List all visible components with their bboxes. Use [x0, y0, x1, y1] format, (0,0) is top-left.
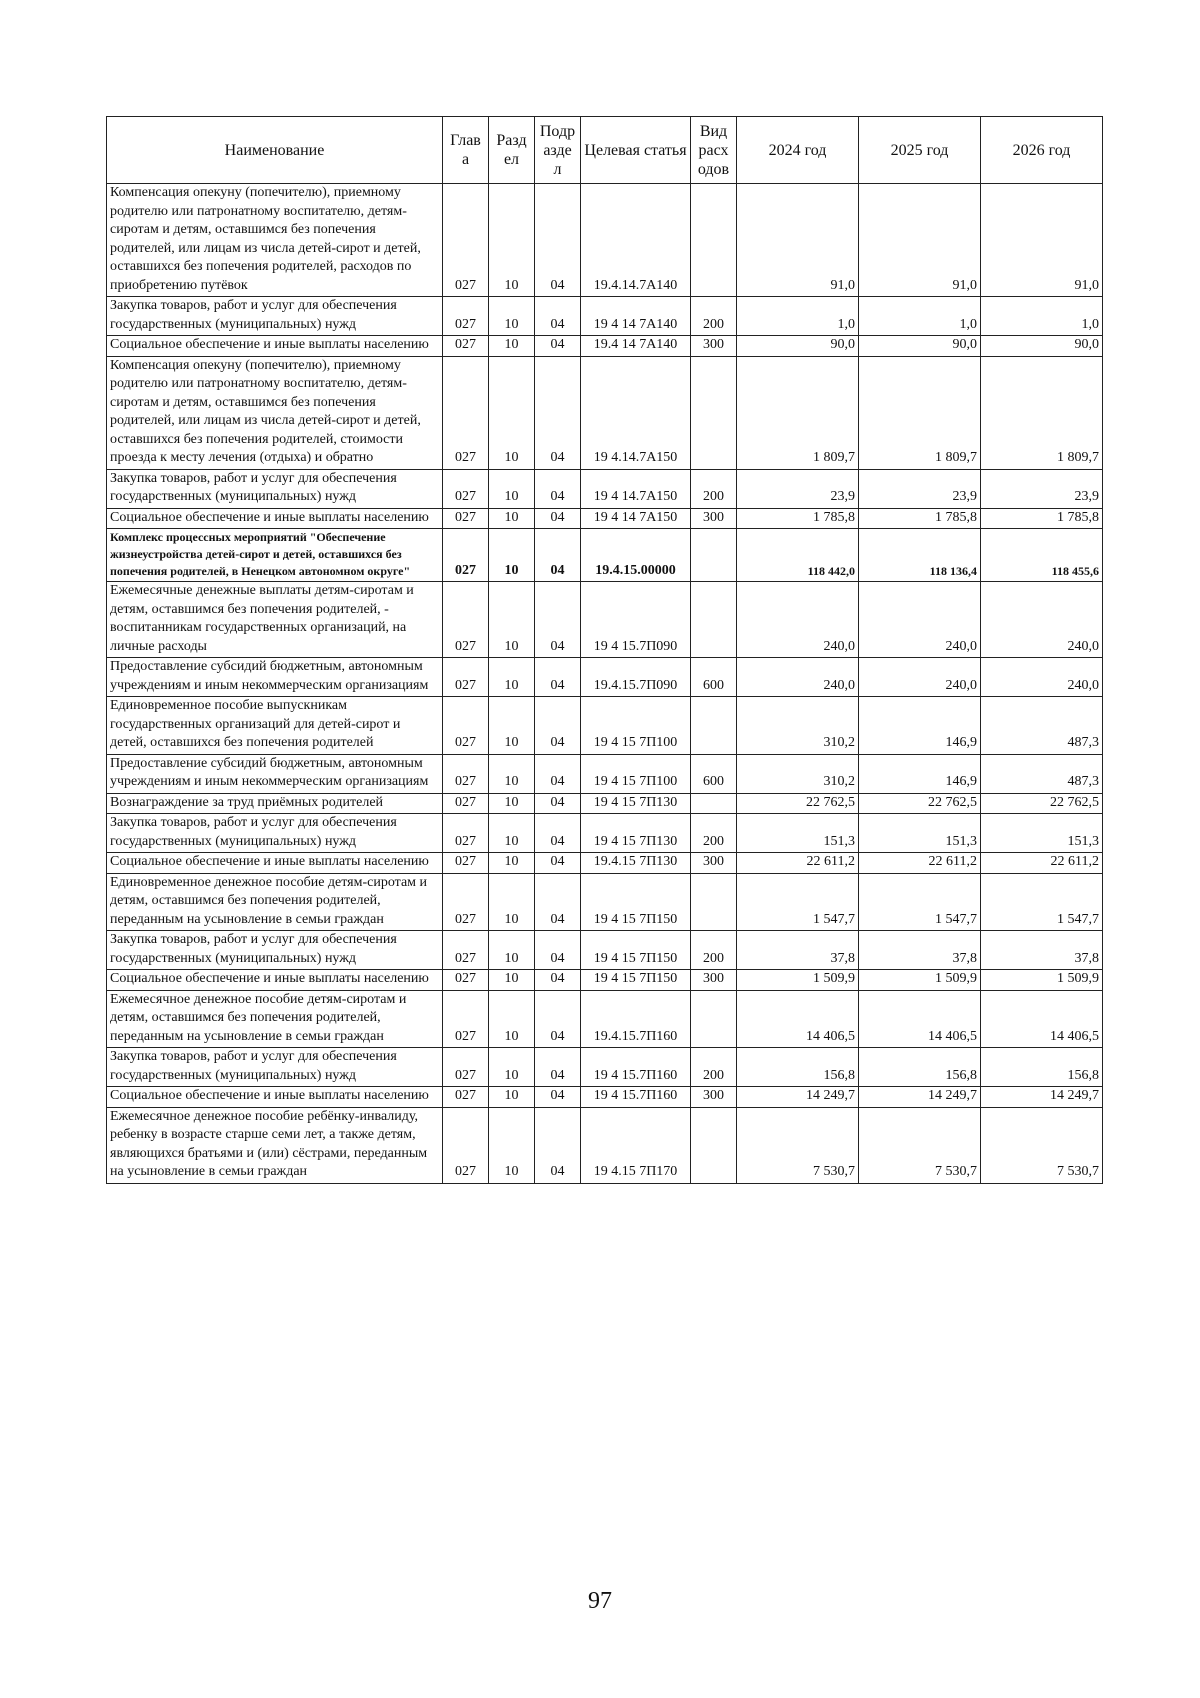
cell-podrazdel: 04	[535, 873, 581, 931]
header-2026: 2026 год	[981, 117, 1103, 184]
cell-2024: 118 442,0	[737, 529, 859, 582]
cell-2026: 14 249,7	[981, 1087, 1103, 1108]
table-row	[107, 1107, 1103, 1183]
cell-podrazdel: 04	[535, 336, 581, 357]
cell-podrazdel: 04	[535, 297, 581, 336]
cell-target: 19 4 14 7А150	[581, 508, 691, 529]
cell-2025: 156,8	[859, 1048, 981, 1087]
table-row	[107, 970, 1103, 991]
table-row	[107, 658, 1103, 697]
cell-name: Единовременное денежное пособие детям-сиротам и детям, оставшимся без попечения родителей, переданным на усыновление в семьи граждан	[107, 873, 443, 931]
cell-2026: 1 547,7	[981, 873, 1103, 931]
cell-2025: 118 136,4	[859, 529, 981, 582]
cell-target: 19 4 15 7П100	[581, 754, 691, 793]
cell-razdel: 10	[489, 336, 535, 357]
cell-podrazdel: 04	[535, 469, 581, 508]
cell-name: Компенсация опекуну (попечителю), приемному родителю или патронатному воспитателю, детям-сиротам и детям, оставшимся без попечения родителей, или лицам из числа детей-сирот и детей, оставшихся без попечения родителей, расходов по приобретению путёвок	[107, 184, 443, 297]
cell-2026: 1 509,9	[981, 970, 1103, 991]
cell-razdel: 10	[489, 297, 535, 336]
cell-2025: 1 509,9	[859, 970, 981, 991]
cell-podrazdel: 04	[535, 184, 581, 297]
cell-vid	[691, 1107, 737, 1183]
table-row	[107, 582, 1103, 658]
header-glava: Глав а	[443, 117, 489, 184]
cell-2024: 7 530,7	[737, 1107, 859, 1183]
cell-vid: 200	[691, 469, 737, 508]
cell-2024: 90,0	[737, 336, 859, 357]
cell-razdel: 10	[489, 1107, 535, 1183]
cell-2026: 118 455,6	[981, 529, 1103, 582]
table-row	[107, 1048, 1103, 1087]
table-row	[107, 356, 1103, 469]
cell-glava: 027	[443, 508, 489, 529]
cell-vid	[691, 184, 737, 297]
cell-glava: 027	[443, 814, 489, 853]
cell-glava: 027	[443, 1048, 489, 1087]
cell-podrazdel: 04	[535, 1087, 581, 1108]
cell-vid: 300	[691, 1087, 737, 1108]
cell-vid	[691, 793, 737, 814]
cell-2026: 1 809,7	[981, 356, 1103, 469]
cell-vid: 200	[691, 1048, 737, 1087]
cell-name: Единовременное пособие выпускникам государственных организаций для детей-сирот и детей, оставшихся без попечения родителей	[107, 697, 443, 755]
cell-2025: 1 785,8	[859, 508, 981, 529]
cell-podrazdel: 04	[535, 582, 581, 658]
header-target: Целевая статья	[581, 117, 691, 184]
cell-name: Ежемесячное денежное пособие ребёнку-инвалиду, ребенку в возрасте старше семи лет, а также детям, являющихся братьями и (или) сёстрами, переданным на усыновление в семьи граждан	[107, 1107, 443, 1183]
cell-vid: 600	[691, 658, 737, 697]
cell-2026: 90,0	[981, 336, 1103, 357]
cell-2025: 1 547,7	[859, 873, 981, 931]
cell-name: Социальное обеспечение и иные выплаты населению	[107, 508, 443, 529]
cell-2024: 240,0	[737, 658, 859, 697]
table-row	[107, 793, 1103, 814]
cell-razdel: 10	[489, 853, 535, 874]
cell-2026: 151,3	[981, 814, 1103, 853]
table-row	[107, 990, 1103, 1048]
cell-vid	[691, 873, 737, 931]
cell-2024: 151,3	[737, 814, 859, 853]
cell-vid	[691, 529, 737, 582]
cell-name: Предоставление субсидий бюджетным, автономным учреждениям и иным некоммерческим организациям	[107, 658, 443, 697]
cell-glava: 027	[443, 1087, 489, 1108]
cell-name: Закупка товаров, работ и услуг для обеспечения государственных (муниципальных) нужд	[107, 814, 443, 853]
cell-2024: 22 762,5	[737, 793, 859, 814]
table-row	[107, 1087, 1103, 1108]
cell-2025: 7 530,7	[859, 1107, 981, 1183]
cell-2026: 22 762,5	[981, 793, 1103, 814]
table-row	[107, 697, 1103, 755]
budget-table	[106, 116, 1103, 1184]
cell-glava: 027	[443, 970, 489, 991]
cell-glava: 027	[443, 1107, 489, 1183]
cell-2026: 91,0	[981, 184, 1103, 297]
table-row	[107, 931, 1103, 970]
cell-2024: 14 249,7	[737, 1087, 859, 1108]
cell-podrazdel: 04	[535, 658, 581, 697]
cell-name: Закупка товаров, работ и услуг для обеспечения государственных (муниципальных) нужд	[107, 931, 443, 970]
cell-vid: 200	[691, 297, 737, 336]
cell-vid	[691, 356, 737, 469]
cell-podrazdel: 04	[535, 529, 581, 582]
cell-2026: 240,0	[981, 658, 1103, 697]
cell-2025: 14 406,5	[859, 990, 981, 1048]
cell-vid: 300	[691, 970, 737, 991]
cell-podrazdel: 04	[535, 1107, 581, 1183]
cell-name: Социальное обеспечение и иные выплаты населению	[107, 853, 443, 874]
cell-2026: 22 611,2	[981, 853, 1103, 874]
cell-2026: 23,9	[981, 469, 1103, 508]
cell-name: Закупка товаров, работ и услуг для обеспечения государственных (муниципальных) нужд	[107, 469, 443, 508]
cell-target: 19 4 15 7П100	[581, 697, 691, 755]
cell-glava: 027	[443, 356, 489, 469]
cell-target: 19.4.15.7П090	[581, 658, 691, 697]
cell-vid: 200	[691, 814, 737, 853]
table-row	[107, 336, 1103, 357]
cell-target: 19 4 15 7П150	[581, 873, 691, 931]
header-podrazdel: Подр азде л	[535, 117, 581, 184]
cell-razdel: 10	[489, 356, 535, 469]
cell-name: Вознаграждение за труд приёмных родителей	[107, 793, 443, 814]
cell-2026: 37,8	[981, 931, 1103, 970]
cell-target: 19 4 14.7А150	[581, 469, 691, 508]
cell-razdel: 10	[489, 1048, 535, 1087]
cell-target: 19 4 15 7П150	[581, 931, 691, 970]
cell-podrazdel: 04	[535, 931, 581, 970]
cell-name: Социальное обеспечение и иные выплаты населению	[107, 1087, 443, 1108]
cell-target: 19 4 15.7П160	[581, 1048, 691, 1087]
cell-podrazdel: 04	[535, 1048, 581, 1087]
cell-target: 19 4.14.7А150	[581, 356, 691, 469]
cell-vid	[691, 697, 737, 755]
cell-2025: 146,9	[859, 754, 981, 793]
cell-podrazdel: 04	[535, 990, 581, 1048]
cell-razdel: 10	[489, 793, 535, 814]
cell-2025: 151,3	[859, 814, 981, 853]
cell-2024: 1 785,8	[737, 508, 859, 529]
cell-name: Ежемесячное денежное пособие детям-сиротам и детям, оставшимся без попечения родителей, переданным на усыновление в семьи граждан	[107, 990, 443, 1048]
cell-2025: 1 809,7	[859, 356, 981, 469]
cell-target: 19.4.15.7П160	[581, 990, 691, 1048]
cell-razdel: 10	[489, 184, 535, 297]
cell-2025: 240,0	[859, 582, 981, 658]
cell-razdel: 10	[489, 1087, 535, 1108]
cell-2025: 240,0	[859, 658, 981, 697]
cell-2025: 37,8	[859, 931, 981, 970]
table-row	[107, 873, 1103, 931]
cell-target: 19 4 15 7П130	[581, 814, 691, 853]
cell-2025: 23,9	[859, 469, 981, 508]
cell-name: Ежемесячные денежные выплаты детям-сиротам и детям, оставшимся без попечения родителей, - воспитанникам государственных организаций, на личные расходы	[107, 582, 443, 658]
cell-podrazdel: 04	[535, 697, 581, 755]
cell-glava: 027	[443, 658, 489, 697]
table-row	[107, 529, 1103, 582]
header-2025: 2025 год	[859, 117, 981, 184]
cell-2025: 146,9	[859, 697, 981, 755]
table-header-row	[107, 117, 1103, 184]
cell-glava: 027	[443, 582, 489, 658]
table-row	[107, 508, 1103, 529]
cell-2024: 22 611,2	[737, 853, 859, 874]
cell-target: 19.4.14.7А140	[581, 184, 691, 297]
header-vid: Вид расх одов	[691, 117, 737, 184]
cell-2026: 7 530,7	[981, 1107, 1103, 1183]
cell-2026: 487,3	[981, 754, 1103, 793]
cell-2024: 23,9	[737, 469, 859, 508]
cell-2025: 1,0	[859, 297, 981, 336]
table-row	[107, 469, 1103, 508]
cell-glava: 027	[443, 336, 489, 357]
cell-glava: 027	[443, 754, 489, 793]
cell-glava: 027	[443, 853, 489, 874]
cell-podrazdel: 04	[535, 508, 581, 529]
cell-2024: 310,2	[737, 754, 859, 793]
cell-razdel: 10	[489, 658, 535, 697]
cell-vid	[691, 582, 737, 658]
cell-razdel: 10	[489, 873, 535, 931]
cell-name: Социальное обеспечение и иные выплаты населению	[107, 970, 443, 991]
table-body	[107, 184, 1103, 1184]
cell-target: 19.4 14 7А140	[581, 336, 691, 357]
cell-podrazdel: 04	[535, 853, 581, 874]
cell-target: 19.4.15 7П130	[581, 853, 691, 874]
cell-razdel: 10	[489, 508, 535, 529]
cell-name: Закупка товаров, работ и услуг для обеспечения государственных (муниципальных) нужд	[107, 297, 443, 336]
cell-glava: 027	[443, 697, 489, 755]
cell-vid: 600	[691, 754, 737, 793]
cell-2026: 487,3	[981, 697, 1103, 755]
cell-glava: 027	[443, 469, 489, 508]
cell-target: 19 4 15 7П130	[581, 793, 691, 814]
cell-razdel: 10	[489, 814, 535, 853]
cell-2024: 37,8	[737, 931, 859, 970]
cell-2024: 156,8	[737, 1048, 859, 1087]
table-row	[107, 754, 1103, 793]
cell-2026: 1,0	[981, 297, 1103, 336]
cell-2024: 1 509,9	[737, 970, 859, 991]
cell-vid: 300	[691, 508, 737, 529]
cell-razdel: 10	[489, 529, 535, 582]
cell-podrazdel: 04	[535, 754, 581, 793]
header-name: Наименование	[107, 117, 443, 184]
cell-2024: 1 809,7	[737, 356, 859, 469]
cell-2026: 14 406,5	[981, 990, 1103, 1048]
cell-podrazdel: 04	[535, 793, 581, 814]
page-number: 97	[588, 1588, 612, 1614]
cell-2026: 156,8	[981, 1048, 1103, 1087]
cell-2024: 91,0	[737, 184, 859, 297]
cell-name: Закупка товаров, работ и услуг для обеспечения государственных (муниципальных) нужд	[107, 1048, 443, 1087]
cell-2025: 22 762,5	[859, 793, 981, 814]
cell-target: 19 4 15 7П150	[581, 970, 691, 991]
cell-2026: 240,0	[981, 582, 1103, 658]
cell-razdel: 10	[489, 697, 535, 755]
table-row	[107, 297, 1103, 336]
cell-podrazdel: 04	[535, 970, 581, 991]
cell-glava: 027	[443, 529, 489, 582]
cell-2025: 90,0	[859, 336, 981, 357]
cell-name: Компенсация опекуну (попечителю), приемному родителю или патронатному воспитателю, детям-сиротам и детям, оставшимся без попечения родителей, или лицам из числа детей-сирот и детей, оставшихся без попечения родителей, стоимости проезда к месту лечения (отдыха) и обратно	[107, 356, 443, 469]
cell-name: Комплекс процессных мероприятий "Обеспечение жизнеустройства детей-сирот и детей, оставшихся без попечения родителей, в Ненецком автономном округе"	[107, 529, 443, 582]
cell-glava: 027	[443, 873, 489, 931]
cell-2024: 240,0	[737, 582, 859, 658]
cell-vid: 300	[691, 336, 737, 357]
cell-glava: 027	[443, 184, 489, 297]
cell-name: Социальное обеспечение и иные выплаты населению	[107, 336, 443, 357]
table-row	[107, 853, 1103, 874]
cell-vid: 300	[691, 853, 737, 874]
header-2024: 2024 год	[737, 117, 859, 184]
cell-2025: 91,0	[859, 184, 981, 297]
cell-razdel: 10	[489, 582, 535, 658]
cell-name: Предоставление субсидий бюджетным, автономным учреждениям и иным некоммерческим организациям	[107, 754, 443, 793]
cell-2026: 1 785,8	[981, 508, 1103, 529]
header-razdel: Разд ел	[489, 117, 535, 184]
cell-2024: 14 406,5	[737, 990, 859, 1048]
cell-razdel: 10	[489, 990, 535, 1048]
cell-2024: 1,0	[737, 297, 859, 336]
cell-podrazdel: 04	[535, 356, 581, 469]
cell-2025: 22 611,2	[859, 853, 981, 874]
cell-target: 19 4 15.7П160	[581, 1087, 691, 1108]
cell-razdel: 10	[489, 469, 535, 508]
table-row	[107, 184, 1103, 297]
cell-target: 19 4.15 7П170	[581, 1107, 691, 1183]
cell-razdel: 10	[489, 754, 535, 793]
table-row	[107, 814, 1103, 853]
cell-target: 19.4.15.00000	[581, 529, 691, 582]
cell-2024: 1 547,7	[737, 873, 859, 931]
cell-target: 19 4 15.7П090	[581, 582, 691, 658]
cell-razdel: 10	[489, 970, 535, 991]
cell-2024: 310,2	[737, 697, 859, 755]
cell-podrazdel: 04	[535, 814, 581, 853]
cell-2025: 14 249,7	[859, 1087, 981, 1108]
cell-target: 19 4 14 7А140	[581, 297, 691, 336]
cell-glava: 027	[443, 990, 489, 1048]
cell-vid: 200	[691, 931, 737, 970]
cell-vid	[691, 990, 737, 1048]
cell-glava: 027	[443, 793, 489, 814]
cell-glava: 027	[443, 297, 489, 336]
cell-razdel: 10	[489, 931, 535, 970]
cell-glava: 027	[443, 931, 489, 970]
